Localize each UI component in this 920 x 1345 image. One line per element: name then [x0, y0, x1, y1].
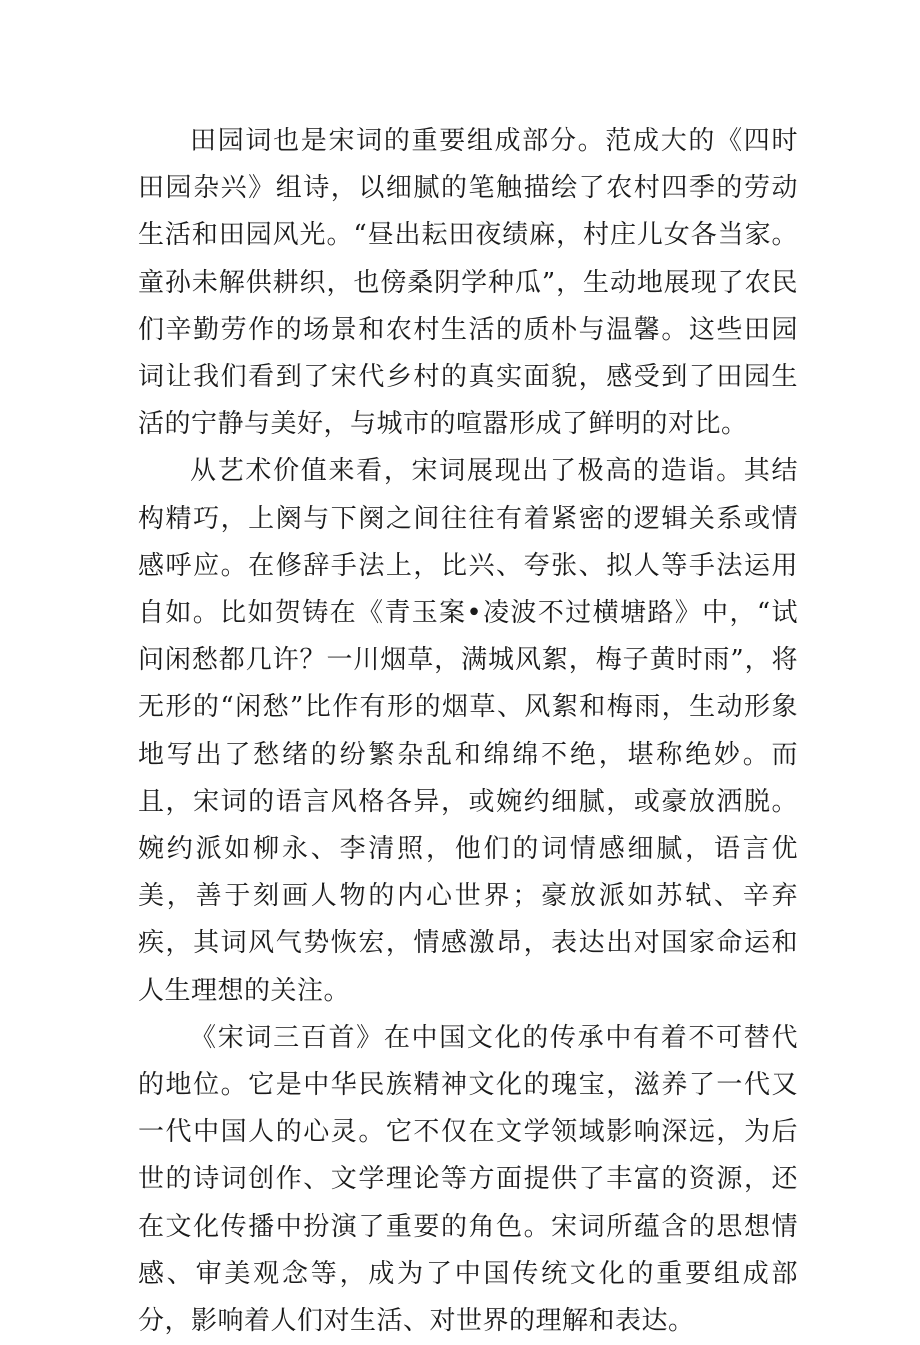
paragraph-cultural-legacy: 《宋词三百首》在中国文化的传承中有着不可替代的地位。它是中华民族精神文化的瑰宝，滋养了一代又一代中国人的心灵。它不仅在文学领域影响深远，为后世的诗词创作、文学理论等方面提供了丰富的资源，还在文化传播中扮演了重要的角色。宋词所蕴含的思想情感、审美观念等，成为了中国传统文化的重要组成部分，影响着人们对生活、对世界的理解和表达。: [138, 1022, 798, 1337]
paragraph-artistic-value: 从艺术价值来看，宋词展现出了极高的造诣。其结构精巧，上阕与下阕之间往往有着紧密的逻辑关系或情感呼应。在修辞手法上，比兴、夸张、拟人等手法运用自如。比如贺铸在《青玉案•凌波不过横塘路》中，“试问闲愁都几许？一川烟草，满城风絮，梅子黄时雨”，将无形的“闲愁”比作有形的烟草、风絮和梅雨，生动形象地写出了愁绪的纷繁杂乱和绵绵不绝，堪称绝妙。而且，宋词的语言风格各异，或婉约细腻，或豪放洒脱。婉约派如柳永、李清照，他们的词情感细腻，语言优美，善于刻画人物的内心世界；豪放派如苏轼、辛弃疾，其词风气势恢宏，情感激昂，表达出对国家命运和人生理想的关注。: [138, 456, 798, 1006]
body-text: [138, 118, 798, 1345]
paragraph-pastoral-ci: 田园词也是宋词的重要组成部分。范成大的《四时田园杂兴》组诗，以细腻的笔触描绘了农村四季的劳动生活和田园风光。“昼出耘田夜绩麻，村庄儿女各当家。童孙未解供耕织，也傍桑阴学种瓜”，生动地展现了农民们辛勤劳作的场景和农村生活的质朴与温馨。这些田园词让我们看到了宋代乡村的真实面貌，感受到了田园生活的宁静与美好，与城市的喧嚣形成了鲜明的对比。: [138, 126, 798, 440]
